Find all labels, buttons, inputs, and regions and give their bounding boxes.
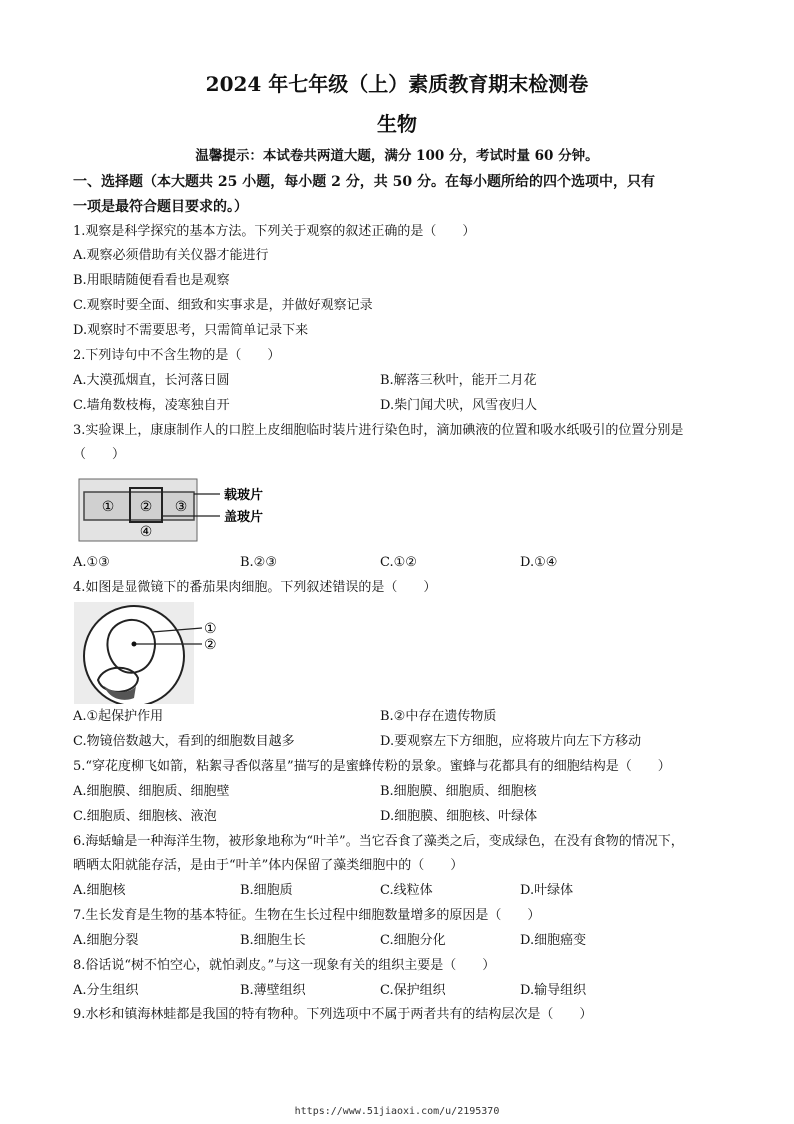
section-heading-line2: 一项是最符合题目要求的。）	[73, 199, 248, 215]
q8-option-c: C.保护组织	[380, 983, 446, 998]
section-heading-line1: 一、选择题（本大题共 25 小题，每小题 2 分，共 50 分。在每小题所给的四个选项中，只有	[73, 174, 655, 190]
q8-stem: 8.俗话说“树不怕空心，就怕剥皮。”与这一现象有关的组织主要是（ ）	[73, 958, 496, 973]
q5-option-c: C.细胞质、细胞核、液泡	[73, 809, 217, 824]
q6-option-c: C.线粒体	[380, 883, 433, 898]
q3-option-b: B.②③	[240, 555, 277, 570]
q4-cell-figure	[74, 602, 224, 704]
q4-marker-1: ①	[204, 621, 217, 637]
q3-option-c: C.①②	[380, 555, 417, 570]
q3-stem-line2: （ ）	[73, 447, 126, 462]
q3-stem-line1: 3.实验课上，康康制作人的口腔上皮细胞临时装片进行染色时，滴加碘液的位置和吸水纸吸引的位置分别是	[73, 423, 684, 438]
q6-option-a: A.细胞核	[73, 883, 126, 898]
q3-marker-1: ①	[101, 499, 115, 515]
q6-stem-line1: 6.海蛞蝓是一种海洋生物，被形象地称为“叶羊”。当它吞食了藻类之后，变成绿色，在没有食物的情况下，	[73, 834, 684, 849]
q7-option-b: B.细胞生长	[240, 933, 306, 948]
footer-url: https://www.51jiaoxi.com/u/2195370	[294, 1106, 500, 1117]
section-heading	[73, 170, 733, 220]
q2-option-a: A.大漠孤烟直，长河落日圆	[73, 373, 230, 388]
q3-option-a: A.①③	[73, 555, 110, 570]
q1-option-d: D.观察时不需要思考，只需简单记录下来	[73, 323, 309, 338]
q2-option-c: C.墙角数枝梅，凌寒独自开	[73, 398, 230, 413]
q3-marker-3: ③	[174, 499, 188, 515]
q7-stem: 7.生长发育是生物的基本特征。生物在生长过程中细胞数量增多的原因是（ ）	[73, 908, 541, 923]
q3-label-cover: 盖玻片	[224, 510, 264, 525]
q5-option-b: B.细胞膜、细胞质、细胞核	[380, 784, 537, 799]
q6-option-b: B.细胞质	[240, 883, 293, 898]
q7-option-c: C.细胞分化	[380, 933, 446, 948]
q9-stem: 9.水杉和镇海林蛙都是我国的特有物种。下列选项中不属于两者共有的结构层次是（ ）	[73, 1007, 593, 1022]
q8-option-d: D.输导组织	[520, 983, 587, 998]
q3-option-d: D.①④	[520, 555, 558, 570]
exam-tip: 温馨提示：本试卷共两道大题，满分 100 分，考试时量 60 分钟。	[195, 148, 599, 164]
q1-stem: 1.观察是科学探究的基本方法。下列关于观察的叙述正确的是（ ）	[73, 224, 476, 239]
q1-option-b: B.用眼睛随便看看也是观察	[73, 273, 230, 288]
q4-marker-2: ②	[204, 637, 217, 653]
q4-stem: 4.如图是显微镜下的番茄果肉细胞。下列叙述错误的是（ ）	[73, 580, 437, 595]
q5-option-a: A.细胞膜、细胞质、细胞壁	[73, 784, 230, 799]
q6-option-d: D.叶绿体	[520, 883, 574, 898]
q3-marker-2: ②	[139, 499, 153, 515]
q1-option-c: C.观察时要全面、细致和实事求是，并做好观察记录	[73, 298, 373, 313]
q8-option-b: B.薄壁组织	[240, 983, 306, 998]
q3-marker-4: ④	[139, 524, 153, 540]
q6-stem-line2: 晒晒太阳就能存活，是由于“叶羊”体内保留了藻类细胞中的（ ）	[73, 858, 464, 873]
q2-option-d: D.柴门闻犬吠，风雪夜归人	[380, 398, 538, 413]
q3-slide-figure	[78, 478, 278, 542]
q7-option-d: D.细胞癌变	[520, 933, 587, 948]
q5-stem: 5.“穿花度柳飞如箭，粘絮寻香似落星”描写的是蜜蜂传粉的景象。蜜蜂与花都具有的细胞结构是（ ）	[73, 759, 671, 774]
q4-option-a: A.①起保护作用	[73, 709, 164, 724]
q2-option-b: B.解落三秋叶，能开二月花	[380, 373, 537, 388]
q7-option-a: A.细胞分裂	[73, 933, 139, 948]
q4-option-c: C.物镜倍数越大，看到的细胞数目越多	[73, 734, 295, 749]
q3-label-slide: 载玻片	[224, 488, 264, 503]
q4-option-d: D.要观察左下方细胞，应将玻片向左下方移动	[380, 734, 642, 749]
q4-option-b: B.②中存在遗传物质	[380, 709, 497, 724]
exam-title: 2024 年七年级（上）素质教育期末检测卷	[205, 72, 589, 96]
q1-option-a: A.观察必须借助有关仪器才能进行	[73, 248, 269, 263]
subject-title: 生物	[377, 112, 417, 136]
q4-nucleus	[132, 642, 137, 647]
q2-stem: 2.下列诗句中不含生物的是（ ）	[73, 348, 281, 363]
q5-option-d: D.细胞膜、细胞核、叶绿体	[380, 809, 538, 824]
q8-option-a: A.分生组织	[73, 983, 139, 998]
